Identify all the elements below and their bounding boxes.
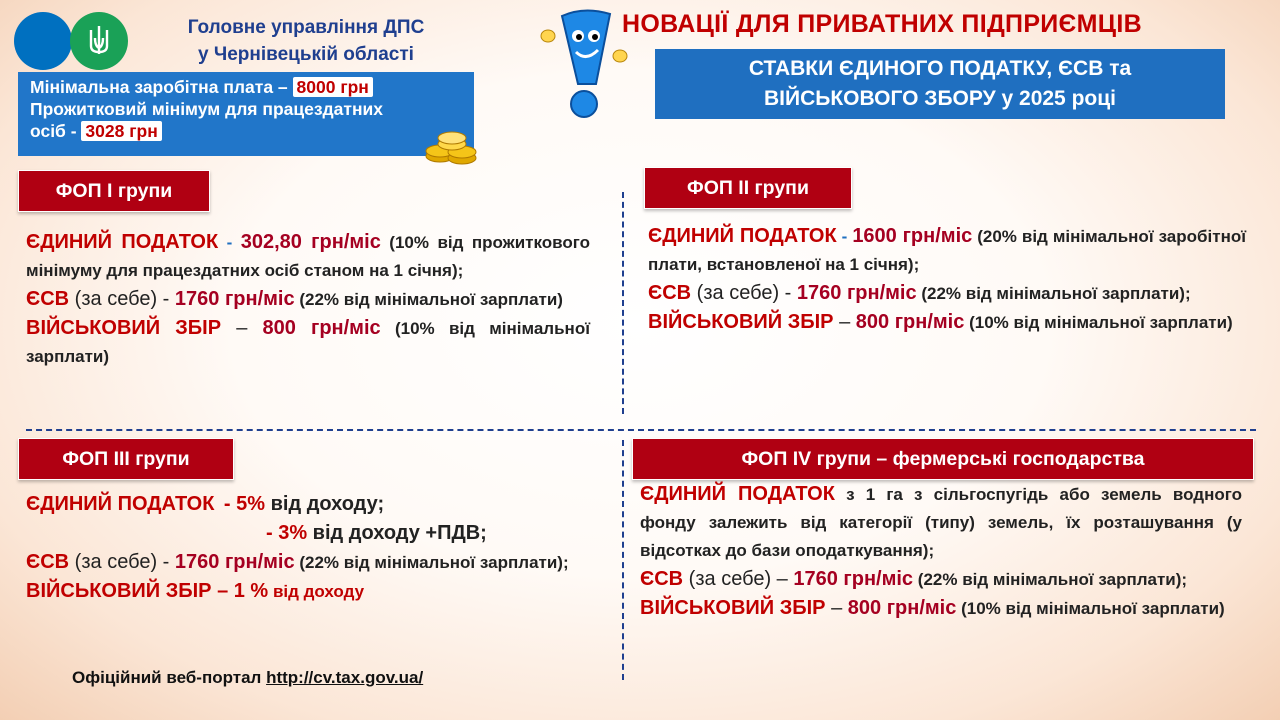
subtitle-line-2: ВІЙСЬКОВОГО ЗБОРУ у 2025 році: [764, 87, 1116, 110]
subsistence-label-2: осіб -: [30, 121, 82, 141]
g1-tax-label: ЄДИНИЙ ПОДАТОК: [26, 231, 219, 253]
g3-mil-label: ВІЙСЬКОВИЙ ЗБІР – 1 %: [26, 580, 269, 602]
g2-tax-value: 1600 грн/міс: [852, 225, 973, 247]
g4-mil-label: ВІЙСЬКОВИЙ ЗБІР: [640, 597, 826, 619]
g4-esv-note: (22% від мінімальної зарплати);: [913, 570, 1188, 589]
group-3-tag: ФОП ІІІ групи: [18, 438, 234, 480]
divider-vertical: [622, 192, 624, 414]
coins-icon: [424, 126, 484, 166]
g2-mil-note: (10% від мінімальної зарплати): [964, 313, 1233, 332]
org-line-2: у Чернівецькій області: [198, 44, 414, 65]
g3-tax-label: ЄДИНИЙ ПОДАТОК: [26, 493, 215, 515]
g2-tax-note: (20% від мінімальної заробітної плати, встановленої на 1 січня);: [648, 227, 1246, 274]
portal-link[interactable]: http://cv.tax.gov.ua/: [266, 668, 424, 687]
group-4-tag: ФОП ІV групи – фермерські господарства: [632, 438, 1254, 480]
g4-esv-label: ЄСВ: [640, 568, 684, 590]
group-1-tag: ФОП І групи: [18, 170, 210, 212]
g2-tax-dash: -: [836, 227, 853, 246]
g4-mil-note: (10% від мінімальної зарплати): [956, 599, 1225, 618]
g2-esv-mid: (за себе) -: [691, 282, 797, 304]
subtitle-line-1: СТАВКИ ЄДИНОГО ПОДАТКУ, ЄСВ та: [748, 57, 1132, 80]
dps-logo: [14, 12, 72, 70]
g1-esv-value: 1760 грн/міс: [174, 288, 295, 310]
g1-esv-label: ЄСВ: [26, 288, 70, 310]
g1-tax-dash: -: [218, 233, 241, 252]
g4-tax-note: з 1 га з сільгоспугідь або земель водного фонду залежить від категорії (типу) земель, їх розташування (у відсотках до бази оподаткування);: [640, 485, 1242, 560]
org-line-1: Головне управління ДПС: [187, 17, 425, 38]
footer: [72, 668, 423, 688]
g1-mil-dash: –: [221, 317, 263, 339]
min-wage-label: Мінімальна заробітна плата –: [30, 77, 293, 97]
g3-mil-note: від доходу: [268, 582, 365, 601]
trident-logo: [70, 12, 128, 70]
subsistence-value: 3028 грн: [81, 121, 161, 141]
group-1-details: [26, 228, 590, 371]
min-wage-value: 8000 грн: [293, 77, 373, 97]
g1-esv-mid: (за себе) -: [69, 288, 175, 310]
g3-esv-note: (22% від мінімальної зарплати);: [294, 553, 569, 572]
wage-info-box: [18, 72, 474, 156]
g2-mil-dash: –: [833, 311, 856, 333]
trident-icon: [86, 24, 112, 58]
g4-esv-value: 1760 грн/міс: [793, 568, 914, 590]
group-4-details: [640, 480, 1242, 623]
g1-mil-value: 800 грн/міс: [262, 317, 381, 339]
g4-mil-dash: –: [825, 597, 848, 619]
g4-esv-mid: (за себе) –: [683, 568, 794, 590]
organization-name: [146, 14, 466, 68]
g2-esv-value: 1760 грн/міс: [796, 282, 917, 304]
exclamation-mascot-icon: [540, 6, 628, 122]
g3-esv-label: ЄСВ: [26, 551, 70, 573]
g1-mil-note: (10% від мінімальної зарплати): [26, 319, 590, 366]
g1-esv-note: (22% від мінімальної зарплати): [294, 290, 563, 309]
g2-esv-label: ЄСВ: [648, 282, 692, 304]
group-2-details: [648, 222, 1246, 337]
g3-tax-rate2: - 3%: [266, 522, 308, 544]
footer-label: Офіційний веб-портал: [72, 668, 267, 687]
g2-mil-label: ВІЙСЬКОВИЙ ЗБІР: [648, 311, 834, 333]
g1-tax-value: 302,80 грн/міс: [240, 231, 381, 253]
g3-tax-rate2-note: від доходу +ПДВ;: [307, 522, 487, 544]
subsistence-label-1: Прожитковий мінімум для працездатних: [30, 99, 384, 119]
g2-esv-note: (22% від мінімальної зарплати);: [916, 284, 1191, 303]
g3-tax-rate1-note: від доходу;: [265, 493, 385, 515]
g4-tax-label: ЄДИНИЙ ПОДАТОК: [640, 483, 835, 505]
g1-tax-note: (10% від прожиткового мінімуму для працездатних осіб станом на 1 січня);: [26, 233, 591, 280]
group-3-details: [26, 490, 606, 606]
g1-mil-label: ВІЙСЬКОВИЙ ЗБІР: [26, 317, 222, 339]
g4-mil-value: 800 грн/міс: [847, 597, 957, 619]
page-title: НОВАЦІЇ ДЛЯ ПРИВАТНИХ ПІДПРИЄМЦІВ: [622, 10, 1142, 38]
g2-mil-value: 800 грн/міс: [855, 311, 965, 333]
subtitle-box: [655, 49, 1225, 119]
g3-esv-value: 1760 грн/міс: [174, 551, 295, 573]
g2-tax-label: ЄДИНИЙ ПОДАТОК: [648, 225, 837, 247]
g3-esv-mid: (за себе) -: [69, 551, 175, 573]
g3-tax-rate1: - 5%: [223, 493, 266, 515]
divider-vertical-lower: [622, 440, 624, 680]
divider-horizontal: [26, 429, 1256, 431]
group-2-tag: ФОП ІІ групи: [644, 167, 852, 209]
